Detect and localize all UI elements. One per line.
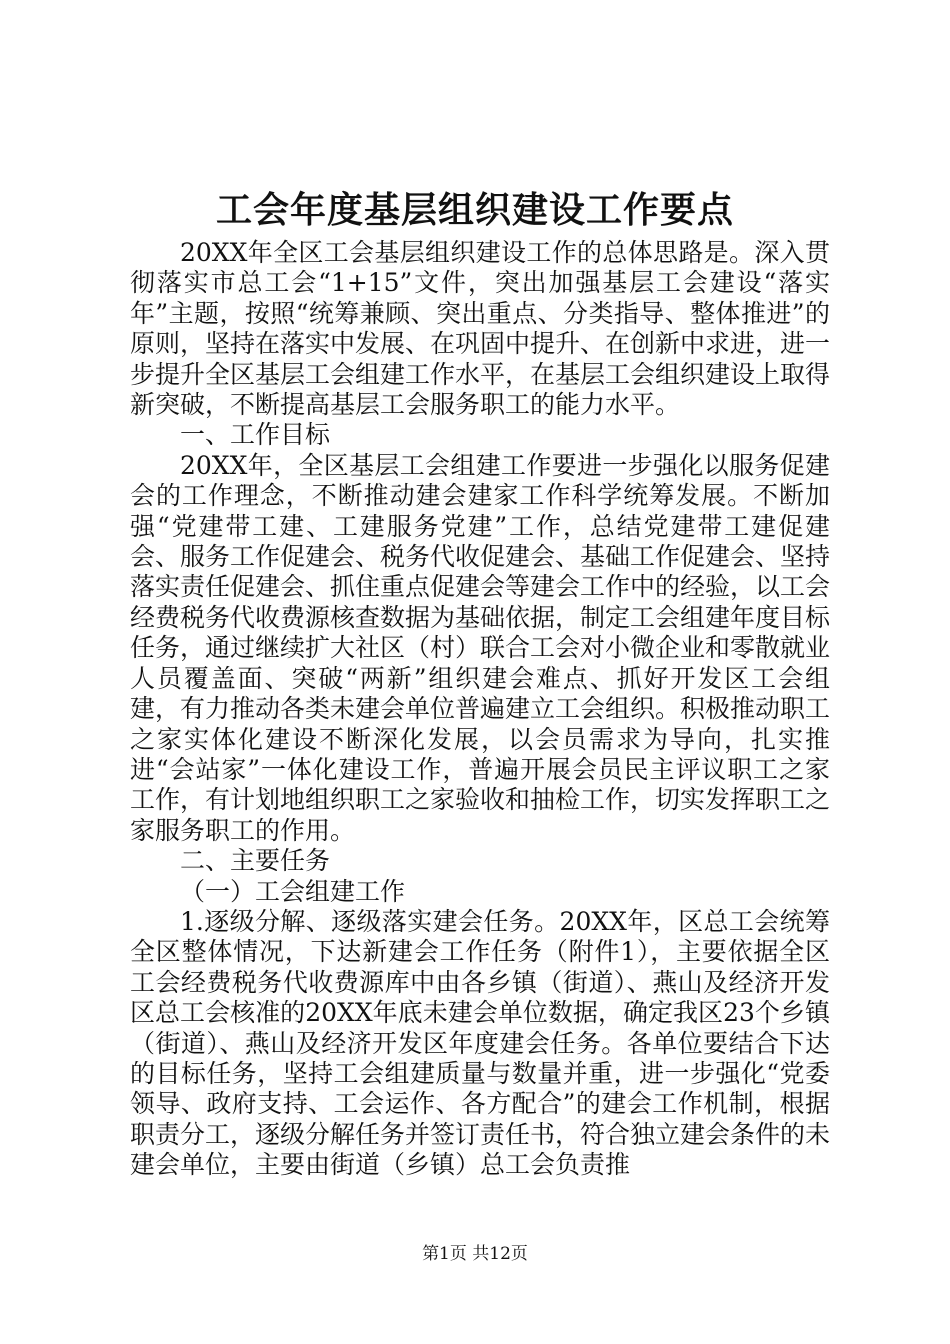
- document-body: [130, 238, 830, 1181]
- paragraph-intro: 20XX年全区工会基层组织建设工作的总体思路是。深入贯彻落实市总工会“1+15”文件，突出加强基层工会建设“落实年”主题，按照“统筹兼顾、突出重点、分类指导、整体推进”的原则，坚持在落实中发展、在巩固中提升、在创新中求进，进一步提升全区基层工会组建工作水平，在基层工会组织建设上取得新突破，不断提高基层工会服务职工的能力水平。: [130, 238, 831, 420]
- page-number: 第1页 共12页: [422, 1244, 528, 1264]
- section-heading-goals: 一、工作目标: [180, 420, 331, 450]
- paragraph-goals: 20XX年，全区基层工会组建工作要进一步强化以服务促建会的工作理念，不断推动建会建家工作科学统筹发展。不断加强“党建带工建、工建服务党建”工作，总结党建带工建促建会、服务工作促建会、税务代收促建会、基础工作促建会、坚持落实责任促建会、抓住重点促建会等建会工作中的经验，以工会经费税务代收费源核查数据为基础依据，制定工会组建年度目标任务，通过继续扩大社区（村）联合工会对小微企业和零散就业人员覆盖面、突破“两新”组织建会难点、抓好开发区工会组建，有力推动各类未建会单位普遍建立工会组织。积极推动职工之家实体化建设不断深化发展，以会员需求为导向，扎实推进“会站家”一体化建设工作，普遍开展会员民主评议职工之家工作，有计划地组织职工之家验收和抽检工作，切实发挥职工之家服务职工的作用。: [130, 450, 831, 845]
- section-heading-tasks: 二、主要任务: [180, 846, 331, 876]
- subsection-heading-union-building: （一）工会组建工作: [180, 876, 406, 906]
- paragraph-task-1: 1.逐级分解、逐级落实建会任务。20XX年，区总工会统筹全区整体情况，下达新建会工作任务（附件1），主要依据全区工会经费税务代收费源库中由各乡镇（街道）、燕山及经济开发区总工会核准的20XX年底未建会单位数据，确定我区23个乡镇（街道）、燕山及经济开发区年度建会任务。各单位要结合下达的目标任务，坚持工会组建质量与数量并重，进一步强化“党委领导、政府支持、工会运作、各方配合”的建会工作机制，根据职责分工，逐级分解任务并签订责任书，符合独立建会条件的未建会单位，主要由街道（乡镇）总工会负责推: [130, 906, 831, 1180]
- document-title: 工会年度基层组织建设工作要点: [215, 189, 734, 231]
